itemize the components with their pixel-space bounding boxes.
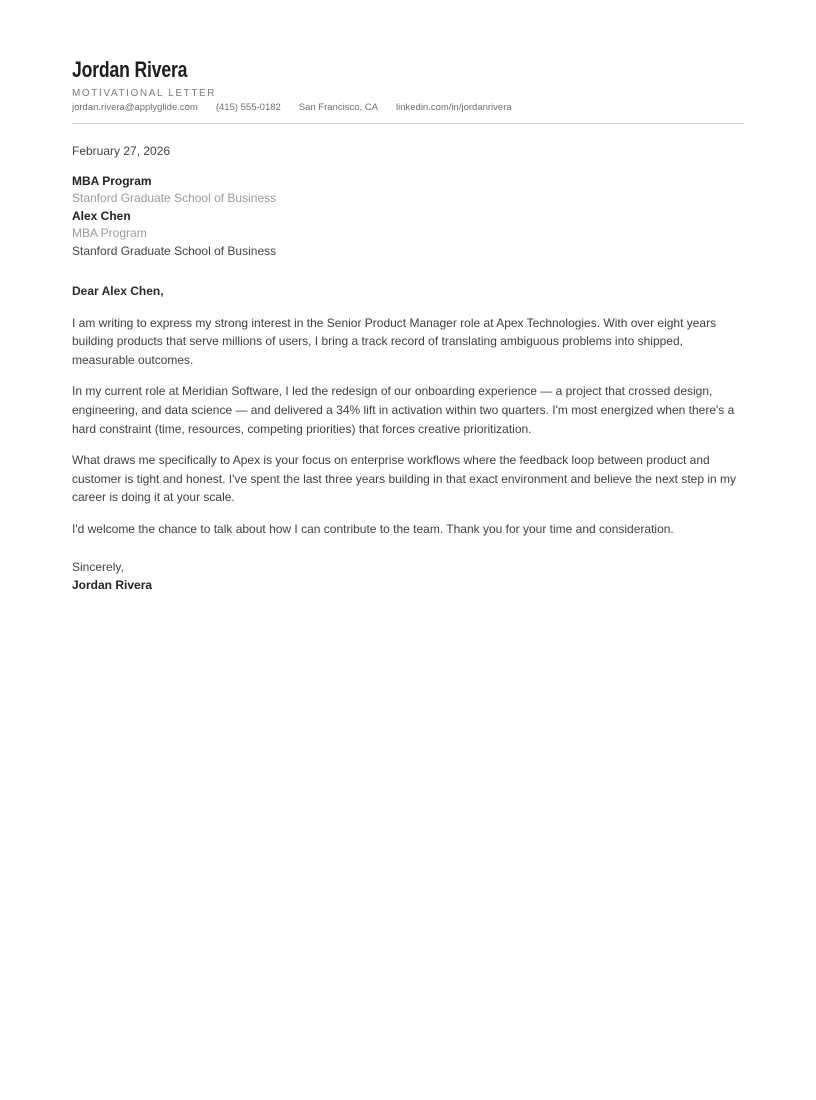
letter-paragraph: In my current role at Meridian Software, I led the redesign of our onboarding experience — a project that crossed design, engineering, and data science — and delivered a 34% lift in activation within two quarters. I'm most energized when there's a hard constraint (time, resources, competing priorities) that forces creative prioritization. — [72, 384, 735, 436]
letter-document — [72, 0, 744, 594]
letter-header — [72, 57, 744, 124]
contact-phone: (415) 555-0182 — [215, 102, 281, 113]
recipient-line: Stanford Graduate School of Business — [72, 191, 277, 205]
contact-email: jordan.rivera@applyglide.com — [72, 102, 198, 113]
author-name: Jordan Rivera — [72, 57, 188, 82]
letter-date: February 27, 2026 — [72, 144, 171, 158]
contact-linkedin: linkedin.com/in/jordanrivera — [396, 102, 512, 113]
letter-paragraph: What draws me specifically to Apex is your focus on enterprise workflows where the feedback loop between product and customer is tight and honest. I've spent the last three years building in that exact environment and believe the next step in my career is doing it at your scale. — [72, 453, 737, 505]
recipient-line: MBA Program — [72, 226, 147, 240]
document-type-label: MOTIVATIONAL LETTER — [72, 88, 217, 99]
closing: Sincerely, — [72, 559, 124, 574]
letter-paragraph: I'd welcome the chance to talk about how I can contribute to the team. Thank you for your time and consideration. — [72, 521, 674, 536]
recipient-line: Stanford Graduate School of Business — [72, 243, 277, 258]
salutation: Dear Alex Chen, — [72, 284, 164, 298]
recipient-line: Alex Chen — [72, 208, 131, 223]
page-title — [72, 57, 744, 83]
signature-block — [72, 558, 744, 594]
letter-body — [72, 143, 744, 594]
contact-row — [72, 102, 744, 114]
recipient-line: MBA Program — [72, 173, 152, 188]
signature-name: Jordan Rivera — [72, 577, 153, 592]
recipient-block — [72, 173, 744, 261]
header-divider — [72, 123, 744, 124]
contact-location: San Francisco, CA — [298, 102, 378, 113]
letter-paragraph: I am writing to express my strong interest in the Senior Product Manager role at Apex Technologies. With over eight years building products that serve millions of users, I bring a track record of translating ambiguous problems into shipped, measurable outcomes. — [72, 315, 717, 367]
